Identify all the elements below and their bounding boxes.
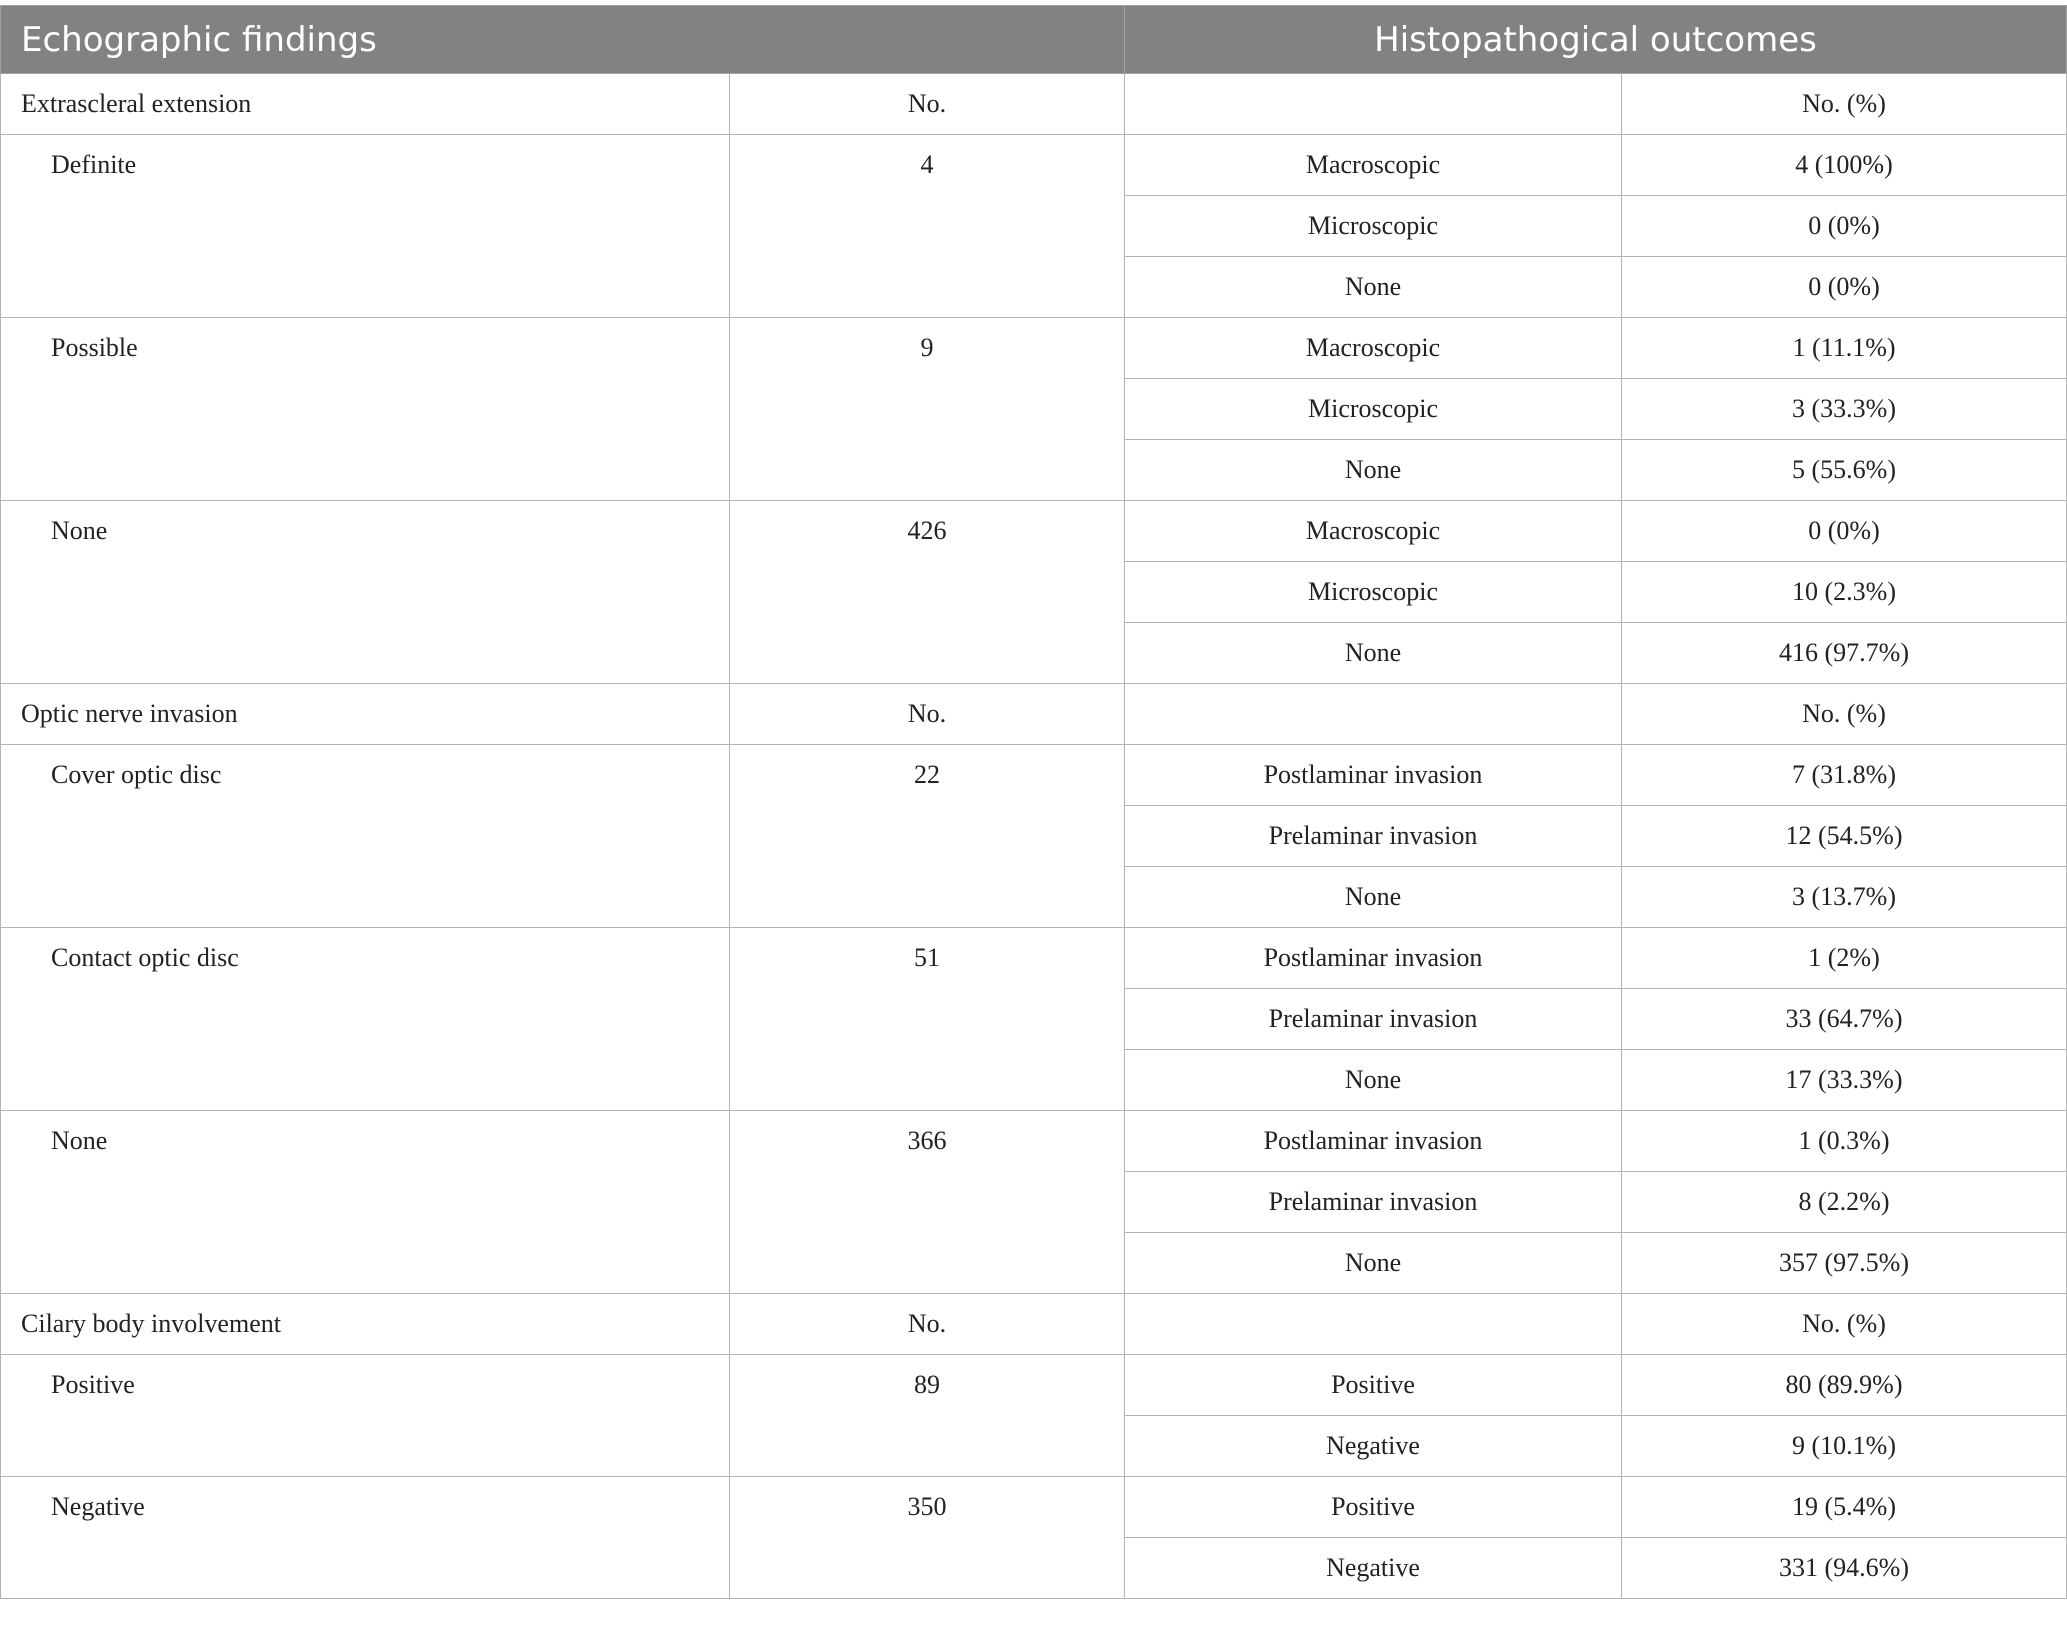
- findings-table: [0, 5, 2067, 1599]
- outcome-value: 9 (10.1%): [1622, 1416, 2067, 1477]
- outcome-name: Postlaminar invasion: [1125, 745, 1622, 806]
- outcome-name: None: [1125, 1233, 1622, 1294]
- finding-count: 51: [730, 928, 1125, 1111]
- finding-count: 22: [730, 745, 1125, 928]
- outcome-value: 357 (97.5%): [1622, 1233, 2067, 1294]
- outcome-value: 3 (13.7%): [1622, 867, 2067, 928]
- outcome-value: 416 (97.7%): [1622, 623, 2067, 684]
- outcome-name: Positive: [1125, 1477, 1622, 1538]
- count-column-header: No.: [730, 74, 1125, 135]
- outcome-name: Microscopic: [1125, 562, 1622, 623]
- outcome-value: 1 (2%): [1622, 928, 2067, 989]
- outcome-value: 0 (0%): [1622, 196, 2067, 257]
- finding-label: Negative: [1, 1477, 730, 1599]
- outcome-value: 331 (94.6%): [1622, 1538, 2067, 1599]
- header-echographic-findings: Echographic findings: [1, 6, 1125, 74]
- outcome-value: 1 (11.1%): [1622, 318, 2067, 379]
- section-header-row: [1, 684, 2067, 745]
- outcome-column-header: [1125, 1294, 1622, 1355]
- table-row: [1, 135, 2067, 196]
- outcome-name: Prelaminar invasion: [1125, 1172, 1622, 1233]
- outcome-value: 4 (100%): [1622, 135, 2067, 196]
- finding-count: 350: [730, 1477, 1125, 1599]
- table-row: [1, 318, 2067, 379]
- outcome-value: 19 (5.4%): [1622, 1477, 2067, 1538]
- count-column-header: No.: [730, 1294, 1125, 1355]
- table-row: [1, 1477, 2067, 1538]
- table-row: [1, 1111, 2067, 1172]
- section-header-row: [1, 1294, 2067, 1355]
- outcome-value: 3 (33.3%): [1622, 379, 2067, 440]
- section-header-row: [1, 74, 2067, 135]
- outcome-name: None: [1125, 257, 1622, 318]
- outcome-name: None: [1125, 440, 1622, 501]
- outcome-name: Postlaminar invasion: [1125, 1111, 1622, 1172]
- finding-count: 4: [730, 135, 1125, 318]
- outcome-name: Macroscopic: [1125, 501, 1622, 562]
- percent-column-header: No. (%): [1622, 1294, 2067, 1355]
- outcome-column-header: [1125, 74, 1622, 135]
- outcome-name: Negative: [1125, 1416, 1622, 1477]
- outcome-name: None: [1125, 867, 1622, 928]
- outcome-value: 7 (31.8%): [1622, 745, 2067, 806]
- percent-column-header: No. (%): [1622, 74, 2067, 135]
- finding-label: Definite: [1, 135, 730, 318]
- outcome-name: Macroscopic: [1125, 135, 1622, 196]
- outcome-name: Negative: [1125, 1538, 1622, 1599]
- outcome-value: 12 (54.5%): [1622, 806, 2067, 867]
- outcome-value: 10 (2.3%): [1622, 562, 2067, 623]
- finding-count: 366: [730, 1111, 1125, 1294]
- section-title: Extrascleral extension: [1, 74, 730, 135]
- header-row: [1, 6, 2067, 74]
- outcome-column-header: [1125, 684, 1622, 745]
- section-title: Optic nerve invasion: [1, 684, 730, 745]
- finding-count: 89: [730, 1355, 1125, 1477]
- table-row: [1, 745, 2067, 806]
- outcome-name: Microscopic: [1125, 196, 1622, 257]
- outcome-name: Prelaminar invasion: [1125, 806, 1622, 867]
- finding-label: Positive: [1, 1355, 730, 1477]
- outcome-value: 33 (64.7%): [1622, 989, 2067, 1050]
- outcome-value: 8 (2.2%): [1622, 1172, 2067, 1233]
- outcome-name: Prelaminar invasion: [1125, 989, 1622, 1050]
- table-row: [1, 501, 2067, 562]
- outcome-value: 0 (0%): [1622, 257, 2067, 318]
- outcome-name: None: [1125, 1050, 1622, 1111]
- outcome-name: Positive: [1125, 1355, 1622, 1416]
- outcome-name: Microscopic: [1125, 379, 1622, 440]
- finding-count: 9: [730, 318, 1125, 501]
- outcome-name: None: [1125, 623, 1622, 684]
- finding-label: Cover optic disc: [1, 745, 730, 928]
- outcome-value: 0 (0%): [1622, 501, 2067, 562]
- table-row: [1, 1355, 2067, 1416]
- finding-label: Possible: [1, 318, 730, 501]
- outcome-name: Postlaminar invasion: [1125, 928, 1622, 989]
- outcome-value: 80 (89.9%): [1622, 1355, 2067, 1416]
- percent-column-header: No. (%): [1622, 684, 2067, 745]
- header-histopathological-outcomes: Histopathogical outcomes: [1125, 6, 2067, 74]
- outcome-value: 1 (0.3%): [1622, 1111, 2067, 1172]
- table-body: [1, 74, 2067, 1599]
- count-column-header: No.: [730, 684, 1125, 745]
- finding-label: Contact optic disc: [1, 928, 730, 1111]
- finding-count: 426: [730, 501, 1125, 684]
- outcome-value: 17 (33.3%): [1622, 1050, 2067, 1111]
- outcome-value: 5 (55.6%): [1622, 440, 2067, 501]
- section-title: Cilary body involvement: [1, 1294, 730, 1355]
- finding-label: None: [1, 501, 730, 684]
- finding-label: None: [1, 1111, 730, 1294]
- outcome-name: Macroscopic: [1125, 318, 1622, 379]
- table-row: [1, 928, 2067, 989]
